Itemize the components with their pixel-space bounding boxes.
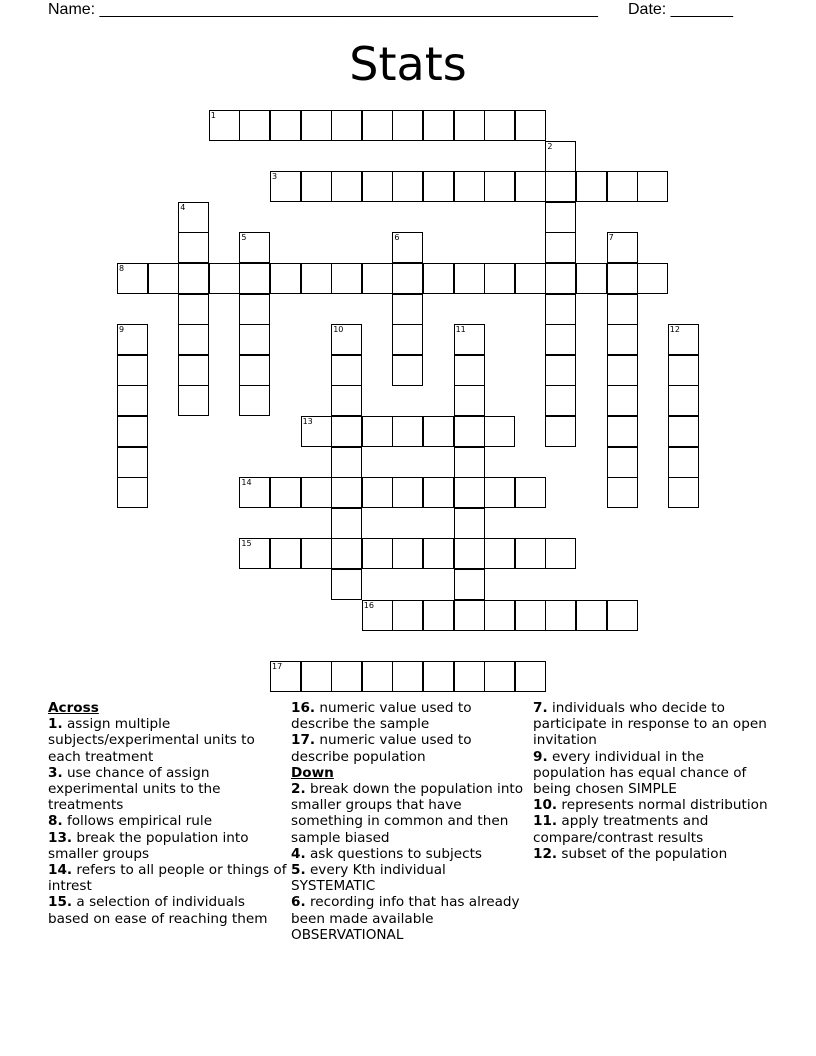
grid-cell[interactable] — [515, 171, 546, 202]
grid-cell[interactable] — [392, 600, 423, 631]
grid-cell[interactable] — [576, 600, 607, 631]
grid-cell[interactable] — [545, 263, 576, 294]
grid-cell[interactable] — [454, 569, 485, 600]
clue-number: 13 — [302, 417, 313, 426]
clue-number: 7 — [608, 233, 614, 243]
grid-cell[interactable] — [545, 538, 576, 569]
grid-cell[interactable] — [301, 538, 332, 569]
grid-cell[interactable] — [148, 263, 179, 294]
grid-cell[interactable] — [392, 324, 423, 355]
grid-cell[interactable] — [545, 232, 576, 263]
grid-cell[interactable] — [331, 171, 362, 202]
clue-across-16: 16. numeric value used to describe the sample — [291, 700, 472, 733]
grid-cell[interactable] — [331, 110, 362, 141]
grid-cell[interactable] — [423, 538, 454, 569]
clue-number: 3 — [272, 172, 278, 182]
page-title: Stats — [349, 37, 467, 91]
clue-down-6: 6. recording info that has already been made available OBSERVATIONAL — [291, 894, 520, 943]
grid-cell[interactable] — [117, 263, 148, 294]
grid-cell[interactable] — [178, 202, 209, 233]
grid-cell[interactable] — [239, 538, 270, 569]
clue-down-4: 4. ask questions to subjects — [291, 845, 483, 862]
clue-number: 2 — [547, 141, 553, 151]
grid-cell[interactable] — [270, 477, 301, 508]
grid-cell[interactable] — [484, 263, 515, 294]
clue-column-2 — [291, 700, 531, 943]
grid-cell[interactable] — [392, 263, 423, 294]
grid-cell[interactable] — [484, 661, 515, 692]
grid-cell[interactable] — [331, 263, 362, 294]
grid-cell[interactable] — [178, 294, 209, 325]
clue-down-2: 2. break down the population into smaller groups that have something in common and then sample biased — [291, 781, 524, 846]
clue-number: 14 — [241, 478, 252, 488]
grid-cell[interactable] — [301, 661, 332, 692]
clue-number: 17 — [272, 661, 283, 671]
grid-cell[interactable] — [423, 263, 454, 294]
grid-cell[interactable] — [239, 294, 270, 325]
grid-cell[interactable] — [362, 477, 393, 508]
clue-across-1: 1. assign multiple subjects/experimental units to each treatment — [48, 716, 255, 765]
grid-cell[interactable] — [515, 263, 546, 294]
grid-cell[interactable] — [515, 538, 546, 569]
grid-cell[interactable] — [178, 324, 209, 355]
grid-cell[interactable] — [392, 416, 423, 447]
grid-cell[interactable] — [423, 600, 454, 631]
clue-number: 11 — [455, 325, 466, 335]
grid-cell[interactable] — [668, 385, 699, 416]
grid-cell[interactable] — [637, 171, 668, 202]
grid-cell[interactable] — [515, 477, 546, 508]
grid-cell[interactable] — [362, 600, 393, 631]
grid-cell[interactable] — [362, 416, 393, 447]
grid-cell[interactable] — [484, 110, 515, 141]
grid-cell[interactable] — [668, 416, 699, 447]
grid-cell[interactable] — [239, 263, 270, 294]
clue-across-15: 15. a selection of individuals based on ease of reaching them — [48, 894, 268, 927]
grid-cell[interactable] — [331, 508, 362, 539]
clue-number: 8 — [119, 264, 125, 273]
clue-column-1 — [48, 700, 288, 927]
grid-cell[interactable] — [178, 385, 209, 416]
grid-cell[interactable] — [178, 355, 209, 386]
clue-number: 12 — [669, 325, 680, 335]
name-field[interactable]: Name: ________________________________________________________ — [48, 1, 598, 18]
clue-across-8: 8. follows empirical rule — [48, 813, 213, 830]
grid-cell[interactable] — [515, 661, 546, 692]
grid-cell[interactable] — [331, 324, 362, 355]
grid-cell[interactable] — [454, 600, 485, 631]
grid-cell[interactable] — [454, 661, 485, 692]
grid-cell[interactable] — [362, 110, 393, 141]
grid-cell[interactable] — [392, 661, 423, 692]
clue-number: 9 — [119, 325, 125, 335]
grid-cell[interactable] — [484, 477, 515, 508]
grid-cell[interactable] — [607, 324, 638, 355]
clue-down-9: 9. every individual in the population has equal chance of being chosen SIMPLE — [533, 748, 747, 798]
grid-cell[interactable] — [117, 355, 148, 386]
grid-cell[interactable] — [484, 416, 515, 447]
grid-cell[interactable] — [545, 141, 576, 172]
grid-cell[interactable] — [515, 110, 546, 141]
grid-cell[interactable] — [392, 232, 423, 263]
grid-cell[interactable] — [331, 538, 362, 569]
grid-cell[interactable] — [607, 171, 638, 202]
grid-cell[interactable] — [331, 385, 362, 416]
grid-cell[interactable] — [178, 232, 209, 263]
grid-cell[interactable] — [392, 171, 423, 202]
grid-cell[interactable] — [301, 171, 332, 202]
grid-cell[interactable] — [239, 477, 270, 508]
grid-cell[interactable] — [423, 416, 454, 447]
grid-cell[interactable] — [178, 263, 209, 294]
grid-cell[interactable] — [362, 661, 393, 692]
grid-cell[interactable] — [545, 385, 576, 416]
grid-cell[interactable] — [331, 569, 362, 600]
grid-cell[interactable] — [607, 294, 638, 325]
grid-cell[interactable] — [545, 416, 576, 447]
grid-cell[interactable] — [668, 477, 699, 508]
grid-cell[interactable] — [545, 600, 576, 631]
clue-column-3 — [533, 700, 773, 862]
clue-number: 16 — [363, 600, 374, 610]
grid-cell[interactable] — [545, 355, 576, 386]
grid-cell[interactable] — [637, 263, 668, 294]
grid-cell[interactable] — [545, 294, 576, 325]
grid-cell[interactable] — [362, 538, 393, 569]
grid-cell[interactable] — [239, 355, 270, 386]
grid-cell[interactable] — [454, 171, 485, 202]
grid-cell[interactable] — [607, 447, 638, 478]
grid-cell[interactable] — [423, 110, 454, 141]
grid-cell[interactable] — [209, 263, 240, 294]
across-heading: Across — [48, 700, 99, 716]
grid-cell[interactable] — [607, 355, 638, 386]
grid-cell[interactable] — [454, 508, 485, 539]
clue-down-11: 11. apply treatments and compare/contrast results — [533, 813, 709, 846]
clue-number: 5 — [241, 233, 247, 243]
clue-across-17: 17. numeric value used to describe population — [291, 732, 472, 765]
grid-cell[interactable] — [392, 477, 423, 508]
grid-cell[interactable] — [331, 477, 362, 508]
grid-cell[interactable] — [331, 355, 362, 386]
grid-cell[interactable] — [668, 355, 699, 386]
grid-cell[interactable] — [454, 355, 485, 386]
grid-cell[interactable] — [545, 171, 576, 202]
clue-number: 10 — [333, 325, 344, 335]
grid-cell[interactable] — [270, 538, 301, 569]
clue-number: 6 — [394, 233, 400, 243]
grid-cell[interactable] — [270, 661, 301, 692]
grid-cell[interactable] — [117, 416, 148, 447]
grid-cell[interactable] — [117, 447, 148, 478]
grid-cell[interactable] — [117, 385, 148, 416]
grid-cell[interactable] — [607, 477, 638, 508]
grid-cell[interactable] — [270, 263, 301, 294]
grid-cell[interactable] — [607, 385, 638, 416]
grid-cell[interactable] — [301, 263, 332, 294]
grid-cell[interactable] — [576, 263, 607, 294]
grid-cell[interactable] — [209, 110, 240, 141]
grid-cell[interactable] — [117, 477, 148, 508]
grid-cell[interactable] — [362, 263, 393, 294]
grid-cell[interactable] — [362, 171, 393, 202]
grid-cell[interactable] — [668, 324, 699, 355]
clue-number: 15 — [241, 539, 252, 549]
grid-cell[interactable] — [454, 477, 485, 508]
clue-number: 1 — [210, 111, 216, 120]
grid-cell[interactable] — [484, 600, 515, 631]
down-heading: Down — [291, 764, 334, 781]
grid-cell[interactable] — [301, 110, 332, 141]
grid-cell[interactable] — [117, 324, 148, 355]
grid-cell[interactable] — [454, 324, 485, 355]
grid-cell[interactable] — [454, 110, 485, 141]
grid-cell[interactable] — [392, 538, 423, 569]
grid-cell[interactable] — [454, 447, 485, 478]
clue-across-13: 13. break the population into smaller groups — [48, 829, 249, 862]
grid-cell[interactable] — [270, 110, 301, 141]
grid-cell[interactable] — [484, 538, 515, 569]
grid-cell[interactable] — [454, 538, 485, 569]
clue-down-10: 10. represents normal distribution — [533, 797, 768, 814]
grid-cell[interactable] — [668, 447, 699, 478]
grid-cell[interactable] — [454, 263, 485, 294]
grid-cell[interactable] — [423, 477, 454, 508]
grid-cell[interactable] — [392, 355, 423, 386]
grid-cell[interactable] — [239, 324, 270, 355]
grid-cell[interactable] — [607, 600, 638, 631]
grid-cell[interactable] — [484, 171, 515, 202]
grid-cell[interactable] — [301, 477, 332, 508]
clue-across-3: 3. use chance of assign experimental units to the treatments — [48, 764, 221, 814]
grid-cell[interactable] — [545, 324, 576, 355]
grid-cell[interactable] — [607, 232, 638, 263]
grid-cell[interactable] — [392, 110, 423, 141]
grid-cell[interactable] — [239, 110, 270, 141]
grid-cell[interactable] — [331, 447, 362, 478]
grid-cell[interactable] — [576, 171, 607, 202]
date-field[interactable]: Date: _______ — [628, 1, 733, 18]
grid-cell[interactable] — [270, 171, 301, 202]
grid-cell[interactable] — [454, 416, 485, 447]
grid-cell[interactable] — [454, 385, 485, 416]
clue-number: 4 — [180, 202, 186, 212]
clue-down-7: 7. individuals who decide to participate in response to an open invitation — [533, 700, 767, 749]
grid-cell[interactable] — [392, 294, 423, 325]
grid-cell[interactable] — [423, 661, 454, 692]
grid-cell[interactable] — [423, 171, 454, 202]
grid-cell[interactable] — [239, 232, 270, 263]
clue-down-12: 12. subset of the population — [533, 845, 728, 862]
grid-cell[interactable] — [301, 416, 332, 447]
clue-across-14: 14. refers to all people or things of intrest — [48, 862, 287, 895]
grid-cell[interactable] — [239, 385, 270, 416]
grid-cell[interactable] — [331, 661, 362, 692]
name-date-bar — [48, 0, 768, 22]
clue-down-5: 5. every Kth individual SYSTEMATIC — [291, 862, 446, 895]
grid-cell[interactable] — [331, 416, 362, 447]
grid-cell[interactable] — [545, 202, 576, 233]
grid-cell[interactable] — [515, 600, 546, 631]
grid-cell[interactable] — [607, 263, 638, 294]
grid-cell[interactable] — [607, 416, 638, 447]
